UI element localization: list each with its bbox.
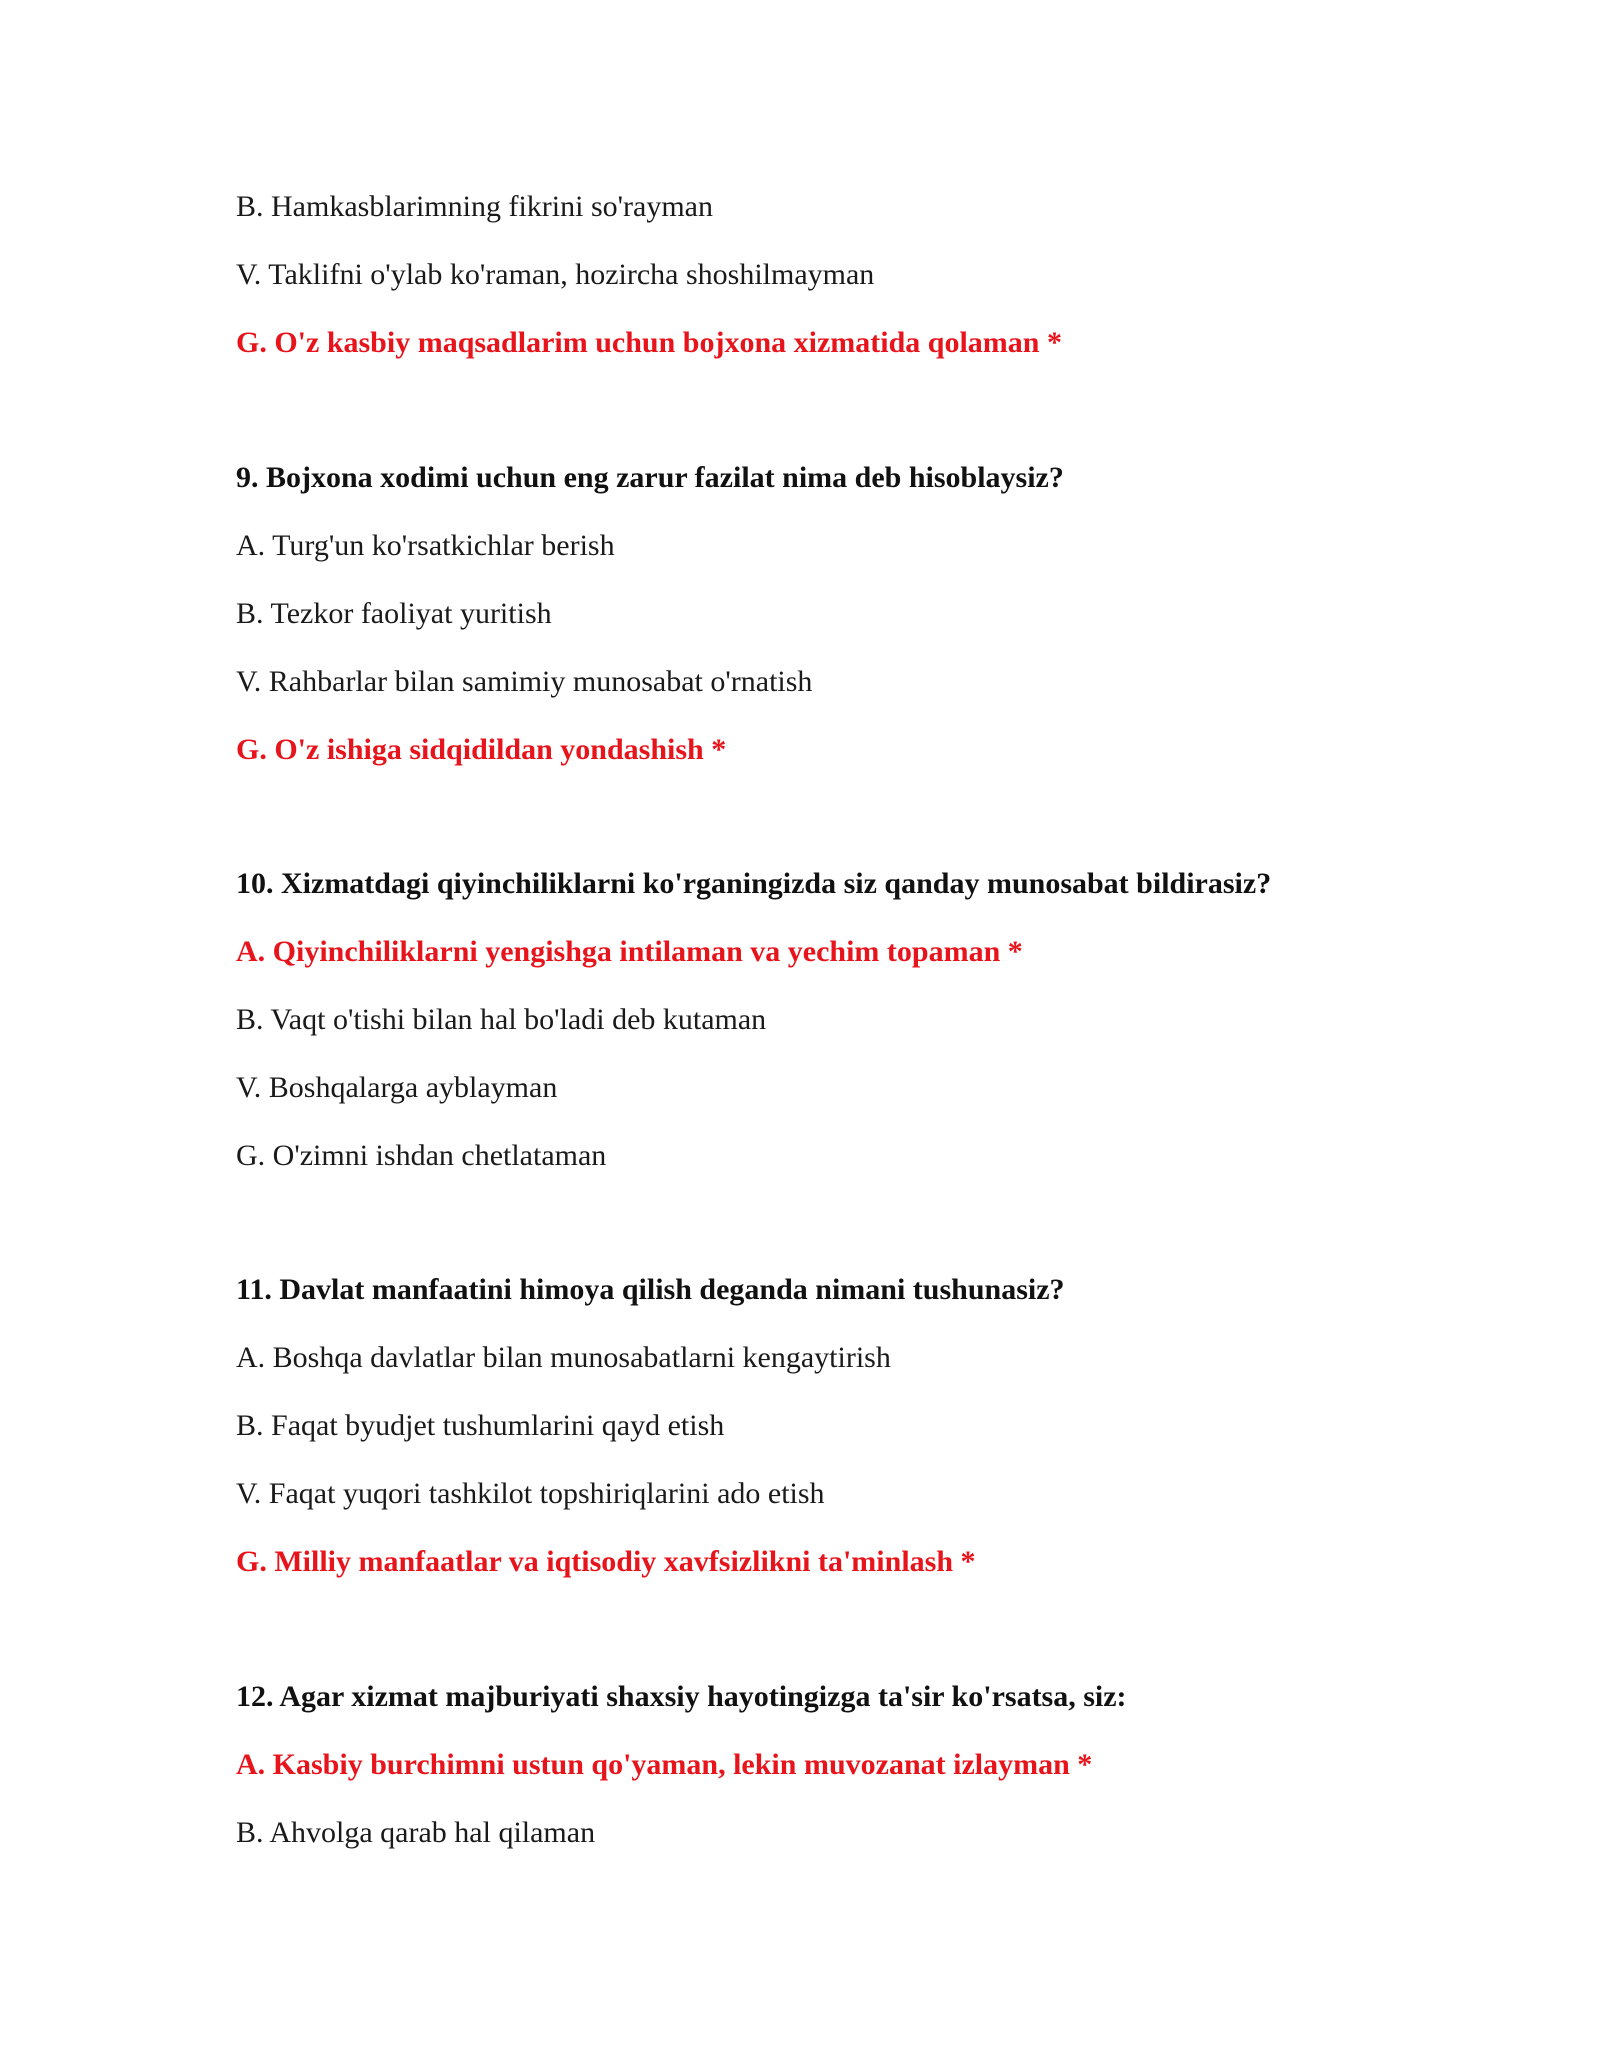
option-11-b: B. Faqat byudjet tushumlarini qayd etish: [236, 1409, 725, 1442]
option-9-v: V. Rahbarlar bilan samimiy munosabat o'rnatish: [236, 665, 813, 698]
question-12-title: 12. Agar xizmat majburiyati shaxsiy hayotingizga ta'sir ko'rsatsa, siz:: [236, 1680, 1127, 1713]
option-9-g-correct: G. O'z ishiga sidqidildan yondashish *: [236, 733, 727, 766]
question-9-title: 9. Bojxona xodimi uchun eng zarur fazilat nima deb hisoblaysiz?: [236, 461, 1064, 494]
option-8-g-correct: G. O'z kasbiy maqsadlarim uchun bojxona xizmatida qolaman *: [236, 326, 1062, 359]
option-10-a-correct: A. Qiyinchiliklarni yengishga intilaman va yechim topaman *: [236, 935, 1023, 968]
question-11-title: 11. Davlat manfaatini himoya qilish deganda nimani tushunasiz?: [236, 1273, 1065, 1306]
option-12-a-correct: A. Kasbiy burchimni ustun qo'yaman, lekin muvozanat izlayman *: [236, 1748, 1093, 1781]
option-10-g: G. O'zimni ishdan chetlataman: [236, 1139, 607, 1172]
option-9-a: A. Turg'un ko'rsatkichlar berish: [236, 529, 615, 562]
option-12-b: B. Ahvolga qarab hal qilaman: [236, 1816, 596, 1849]
option-11-v: V. Faqat yuqori tashkilot topshiriqlarini ado etish: [236, 1477, 825, 1510]
option-11-g-correct: G. Milliy manfaatlar va iqtisodiy xavfsizlikni ta'minlash *: [236, 1545, 976, 1578]
option-11-a: A. Boshqa davlatlar bilan munosabatlarni kengaytirish: [236, 1341, 891, 1374]
question-10-title: 10. Xizmatdagi qiyinchiliklarni ko'rganingizda siz qanday munosabat bildirasiz?: [236, 867, 1272, 900]
option-10-b: B. Vaqt o'tishi bilan hal bo'ladi deb kutaman: [236, 1003, 767, 1036]
option-8-b: B. Hamkasblarimning fikrini so'rayman: [236, 190, 713, 223]
option-9-b: B. Tezkor faoliyat yuritish: [236, 597, 552, 630]
option-10-v: V. Boshqalarga ayblayman: [236, 1071, 558, 1104]
option-8-v: V. Taklifni o'ylab ko'raman, hozircha shoshilmayman: [236, 258, 875, 291]
